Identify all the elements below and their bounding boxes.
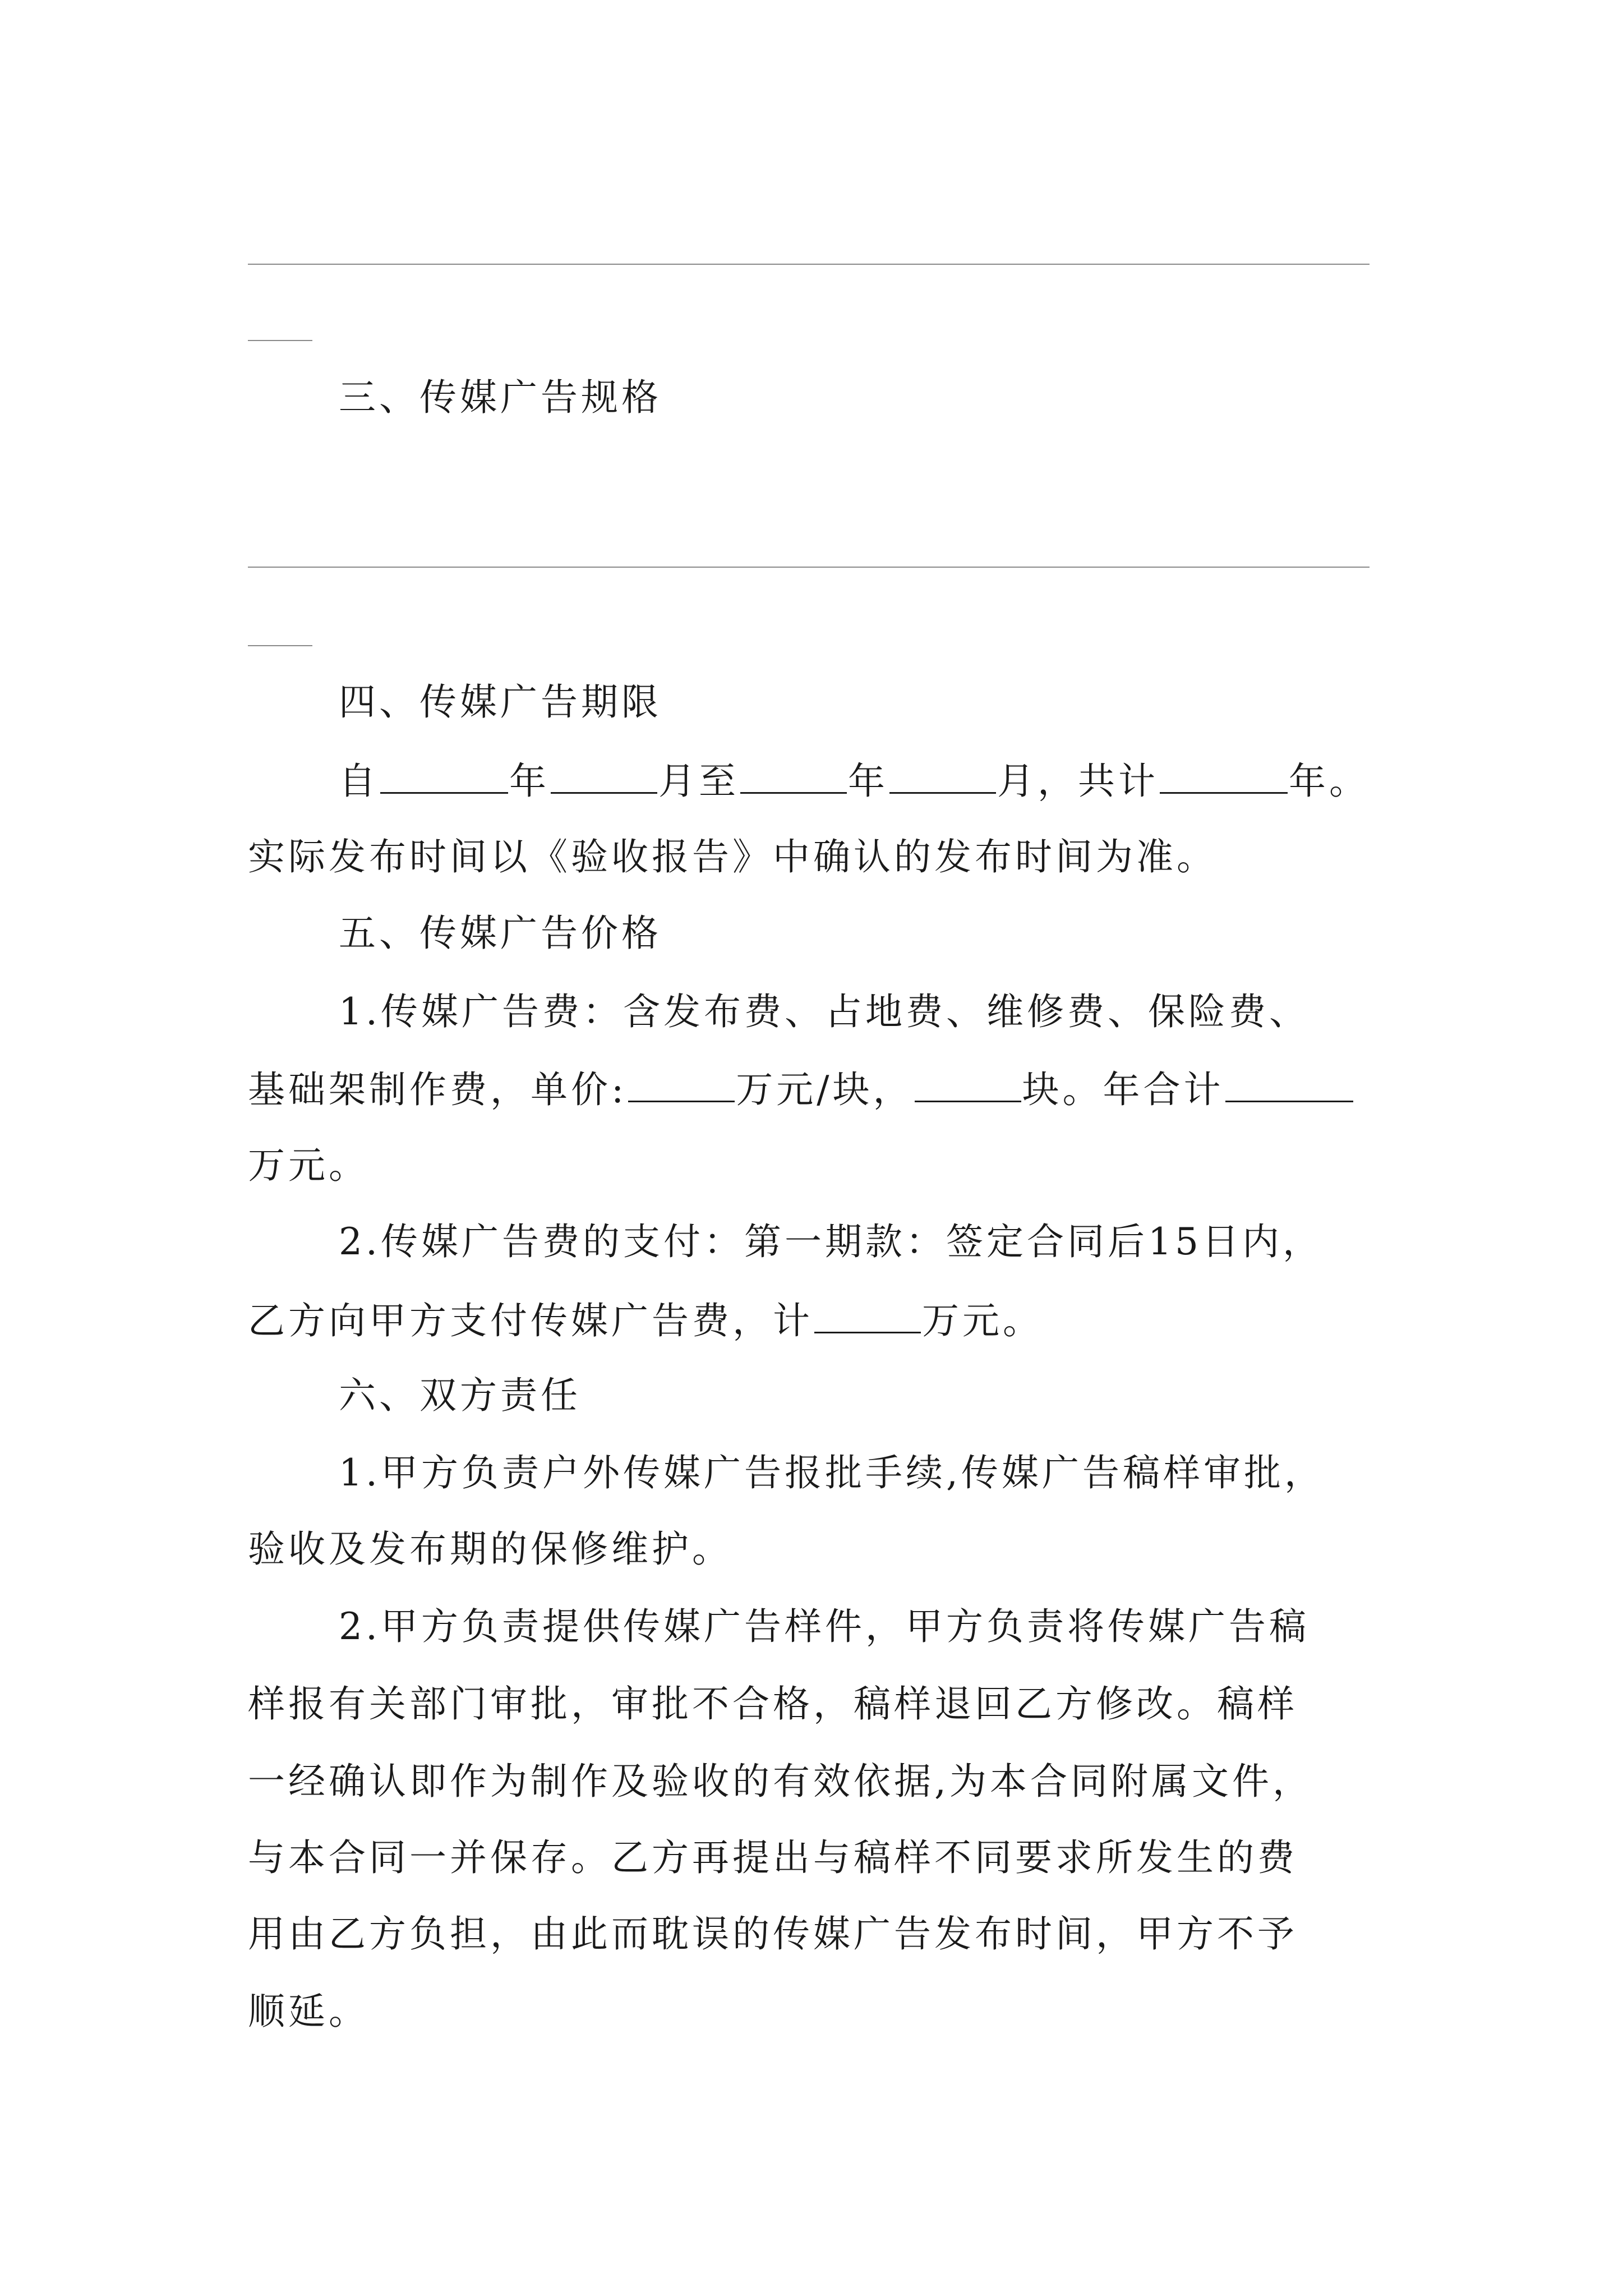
section-4-note: 实际发布时间以《验收报告》中确认的发布时间为准。 bbox=[248, 835, 1217, 878]
fill-in-rule-short bbox=[248, 340, 312, 341]
text-fragment: 基础架制作费，单价: bbox=[248, 1068, 628, 1111]
section-5-item-1-price-line bbox=[248, 1064, 1414, 1115]
fill-in-rule-long bbox=[248, 567, 1370, 568]
text-fragment: 年 bbox=[509, 760, 550, 803]
text-fragment: 乙方向甲方支付传媒广告费，计 bbox=[248, 1299, 813, 1342]
section-5-item-1-line: 万元。 bbox=[248, 1144, 369, 1187]
section-5-item-2-payment-line bbox=[248, 1295, 1414, 1346]
section-5-item-1-line: 1.传媒广告费：含发布费、占地费、维修费、保险费、 bbox=[339, 990, 1310, 1033]
text-fragment: 年 bbox=[848, 760, 888, 803]
blank-field bbox=[628, 1064, 735, 1102]
text-fragment: 年。 bbox=[1289, 760, 1370, 803]
section-6-heading: 六、双方责任 bbox=[339, 1374, 581, 1417]
section-4-heading: 四、传媒广告期限 bbox=[339, 680, 662, 724]
text-fragment: 月至 bbox=[658, 760, 739, 803]
blank-field bbox=[915, 1064, 1021, 1102]
fill-in-rule-long bbox=[248, 264, 1370, 265]
section-5-item-2-line: 2.传媒广告费的支付：第一期款：签定合同后15日内， bbox=[339, 1220, 1323, 1263]
text-fragment: 月，共计 bbox=[997, 760, 1159, 803]
fill-in-rule-short bbox=[248, 645, 312, 646]
text-fragment: 自 bbox=[339, 760, 379, 803]
section-6-item-2-line: 样报有关部门审批，审批不合格，稿样退回乙方修改。稿样 bbox=[248, 1682, 1298, 1726]
text-fragment: 万元/块， bbox=[736, 1068, 914, 1111]
section-6-item-1-line: 1.甲方负责户外传媒广告报批手续,传媒广告稿样审批， bbox=[339, 1451, 1325, 1494]
section-6-item-2-line: 一经确认即作为制作及验收的有效依据,为本合同附属文件， bbox=[248, 1760, 1313, 1803]
blank-field bbox=[1225, 1064, 1353, 1102]
blank-field bbox=[740, 755, 847, 794]
section-6-item-2-line: 顺延。 bbox=[248, 1990, 369, 2033]
section-4-period-line bbox=[339, 755, 1414, 806]
blank-field bbox=[380, 755, 508, 794]
section-5-heading: 五、传媒广告价格 bbox=[339, 912, 662, 955]
text-fragment: 万元。 bbox=[922, 1299, 1043, 1342]
blank-field bbox=[814, 1295, 921, 1333]
section-6-item-2-line: 2.甲方负责提供传媒广告样件，甲方负责将传媒广告稿 bbox=[339, 1605, 1310, 1648]
blank-field bbox=[551, 755, 657, 794]
section-6-item-2-line: 用由乙方负担，由此而耽误的传媒广告发布时间，甲方不予 bbox=[248, 1912, 1298, 1955]
blank-field bbox=[889, 755, 996, 794]
section-6-item-2-line: 与本合同一并保存。乙方再提出与稿样不同要求所发生的费 bbox=[248, 1836, 1298, 1879]
section-6-item-1-line: 验收及发布期的保修维护。 bbox=[248, 1527, 732, 1571]
blank-field bbox=[1160, 755, 1288, 794]
text-fragment: 块。年合计 bbox=[1022, 1068, 1224, 1111]
section-3-heading: 三、传媒广告规格 bbox=[339, 376, 662, 419]
